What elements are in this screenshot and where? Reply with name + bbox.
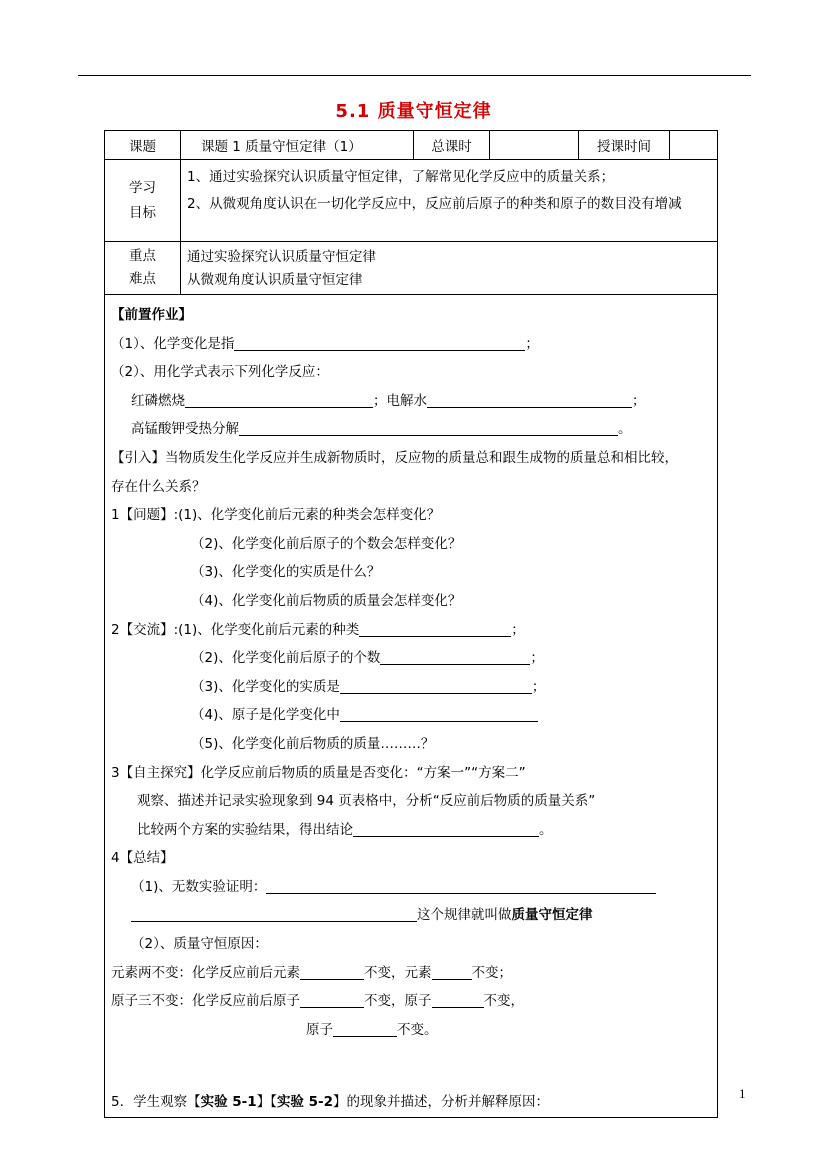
- question-item: （3)、化学变化的实质是什么？: [191, 564, 381, 581]
- explore-line: 3【自主探究】化学反应前后物质的质量是否变化：“方案一”“方案二”: [111, 764, 526, 781]
- prework-q2: （2）、用化学式表示下列化学反应：: [111, 364, 329, 381]
- answer-blank: [432, 991, 484, 1008]
- body-content: [105, 295, 718, 1118]
- key-point-item: 通过实验探究认识质量守恒定律: [187, 249, 376, 265]
- topic-row: [105, 131, 718, 160]
- goal-item: 2、从微观角度认识在一切化学反应中，反应前后原子的种类和原子的数目没有增减: [187, 196, 682, 212]
- reaction-label: 高锰酸钾受热分解: [131, 421, 239, 438]
- punct: 。: [618, 421, 632, 438]
- total-hours-label: 总课时: [414, 131, 490, 160]
- explore-line: 观察、描述并记录实验现象到 94 页表格中，分析“反应前后物质的质量关系”: [137, 793, 596, 810]
- question-item: （4)、化学变化前后物质的质量会怎样变化？: [191, 592, 462, 609]
- goals-row: [105, 160, 718, 242]
- answer-blank: [432, 963, 472, 980]
- teach-time-label: 授课时间: [579, 131, 670, 160]
- answer-blank: [353, 820, 539, 837]
- answer-blank: [234, 334, 525, 351]
- punct: ；: [632, 392, 646, 409]
- observe-text: 】【: [256, 1094, 277, 1111]
- summary-item: （2）、质量守恒原因：: [131, 936, 268, 953]
- topic-value: 课题 1 质量守恒定律（1）: [181, 131, 414, 160]
- answer-blank: [300, 963, 364, 980]
- prework-q1: [111, 330, 709, 359]
- summary-item: 不变；: [471, 964, 512, 981]
- answer-blank: [340, 677, 532, 694]
- goals-label-line: 学习: [129, 179, 156, 196]
- answer-blank: [239, 419, 618, 436]
- experiment-ref: 实验 5-1: [200, 1094, 257, 1111]
- question-row: [111, 501, 709, 530]
- spacer: [111, 1044, 709, 1088]
- punct: ；: [530, 650, 544, 667]
- answer-blank: [131, 905, 417, 922]
- exchange-item: （4)、原子是化学变化中: [191, 707, 340, 724]
- prework-reaction-row: [111, 387, 709, 416]
- total-hours-value: [490, 131, 579, 160]
- exchange-row: [111, 673, 709, 702]
- summary-row: [111, 987, 709, 1016]
- exchange-row: [111, 616, 709, 645]
- goals-label-line: 目标: [129, 204, 156, 221]
- exchange-item: （3)、化学变化的实质是: [191, 678, 340, 695]
- summary-item: 不变，: [483, 993, 524, 1010]
- punct: 。: [539, 821, 553, 838]
- summary-row: [111, 873, 709, 902]
- punct: ；: [525, 335, 539, 352]
- answer-blank: [300, 991, 364, 1008]
- question-item: （2)、化学变化前后原子的个数会怎样变化？: [191, 535, 462, 552]
- intro-line: 【引入】当物质发生化学反应并生成新物质时，反应物的质量总和跟生成物的质量总和相比较，: [111, 449, 678, 466]
- exchange-item: （2)、化学变化前后原子的个数: [191, 650, 381, 667]
- questions-heading: 1【问题】:: [111, 507, 179, 524]
- key-point-item: 从微观角度认识质量守恒定律: [187, 272, 363, 288]
- punct: ；: [531, 678, 546, 695]
- observe-text: 5．学生观察【: [111, 1094, 201, 1111]
- summary-item: （1)、无数实验证明：: [131, 878, 267, 895]
- prework-heading: 【前置作业】: [111, 307, 192, 323]
- summary-item: 不变。: [397, 1021, 438, 1038]
- goals-label: [105, 160, 181, 242]
- key-label-line: 重点: [129, 248, 156, 264]
- answer-blank: [380, 648, 530, 665]
- intro-line: 存在什么关系？: [111, 478, 206, 495]
- summary-heading: 4【总结】: [111, 850, 174, 867]
- goals-content: [181, 160, 718, 242]
- observe-line: [111, 1088, 709, 1117]
- experiment-ref: 实验 5-2: [276, 1094, 334, 1111]
- key-points-row: [105, 242, 718, 295]
- goal-item: 1、通过实验探究认识质量守恒定律，了解常见化学反应中的质量关系；: [187, 169, 615, 185]
- key-points-label: [105, 242, 181, 295]
- exchange-row: [111, 644, 709, 673]
- summary-row: [111, 901, 709, 930]
- exchange-row: [111, 701, 709, 730]
- answer-blank: [333, 1020, 397, 1037]
- summary-item: 不变，原子: [364, 993, 432, 1010]
- document-title: 5.1 质量守恒定律: [335, 101, 492, 122]
- summary-item: 这个规律就叫做: [417, 907, 512, 924]
- summary-item: 元素两不变：化学反应前后元素: [111, 964, 300, 981]
- topic-label: 课题: [105, 131, 181, 160]
- key-label-line: 难点: [129, 271, 156, 287]
- summary-row: [111, 1016, 709, 1045]
- header-rule: [78, 75, 751, 76]
- reaction-label: ；电解水: [373, 392, 427, 409]
- punct: ；: [511, 621, 525, 638]
- answer-blank: [340, 705, 538, 722]
- question-item: (1)、化学变化前后元素的种类会怎样变化？: [178, 507, 441, 524]
- prework-q1-text: （1）、化学变化是指: [111, 335, 235, 352]
- summary-item: 原子三不变：化学反应前后原子: [111, 993, 300, 1010]
- lesson-table: [104, 130, 718, 1118]
- answer-blank: [266, 877, 656, 894]
- explore-conclusion: [111, 816, 709, 845]
- explore-line: 比较两个方案的实验结果，得出结论: [137, 821, 353, 838]
- exchange-item: （5)、化学变化前后物质的质量………？: [191, 735, 435, 752]
- summary-item: 原子: [306, 1021, 333, 1038]
- reaction-label: 红磷燃烧: [131, 392, 185, 409]
- prework-reaction-row: [111, 415, 709, 444]
- exchange-item: (1)、化学变化前后元素的种类: [178, 621, 360, 638]
- summary-item: 不变，元素: [364, 964, 432, 981]
- key-points-content: [181, 242, 718, 295]
- teach-time-value: [670, 131, 718, 160]
- answer-blank: [185, 391, 373, 408]
- observe-text: 】的现象并描述，分析并解释原因：: [333, 1094, 550, 1111]
- body-row: [105, 295, 718, 1118]
- summary-row: [111, 959, 709, 988]
- answer-blank: [359, 620, 511, 637]
- answer-blank: [427, 391, 632, 408]
- exchange-heading: 2【交流】:: [111, 621, 179, 638]
- page-number: 1: [739, 1086, 746, 1101]
- law-name: 质量守恒定律: [511, 907, 593, 924]
